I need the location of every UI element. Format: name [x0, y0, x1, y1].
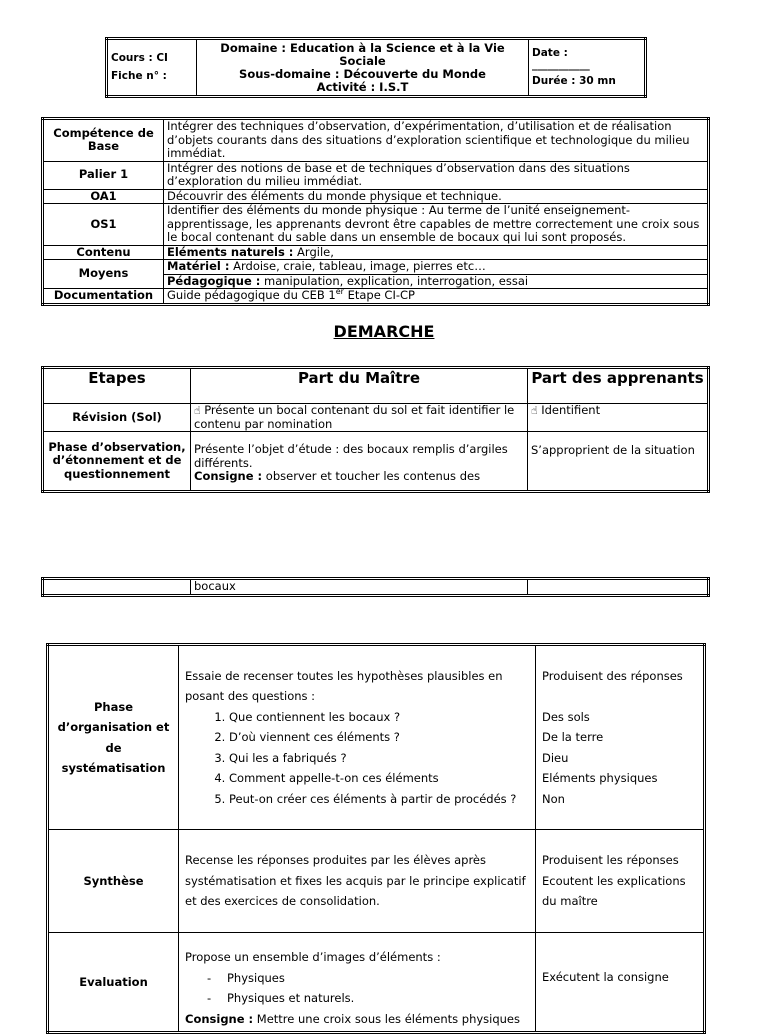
observation-maitre-cell — [191, 432, 528, 492]
table-row — [43, 260, 709, 275]
steps-table — [41, 366, 710, 493]
organisation-intro: Essaie de recenser toutes les hypothèses plausibles en posant des questions : — [185, 668, 503, 704]
documentation-cell — [164, 289, 709, 305]
organisation-maitre-cell — [179, 645, 536, 830]
table-row — [43, 289, 709, 305]
continuation-table — [41, 577, 710, 597]
materiel-bold: Matériel : — [167, 259, 230, 273]
observation-maitre: Présente l’objet d’étude : des bocaux remplis d’argiles différents. — [194, 442, 508, 470]
table-row — [43, 579, 709, 596]
cours-label: Cours : CI — [111, 52, 168, 64]
list-item: De la terre — [542, 730, 604, 744]
os1-text: Identifier des éléments du monde physique : Au terme de l’unité enseignement-apprentissage, les apprenants devront être capables de mettre correctement une croix sous le bocal contenant du sable dans un ensemble de bocaux qui lui sont proposés. — [164, 204, 709, 246]
documentation-text: Guide pédagogique du CEB 1 — [167, 288, 336, 302]
etapes-header: Etapes — [43, 368, 191, 404]
synthese-apprenants-1: Produisent les réponses — [542, 853, 679, 868]
documentation-sup: er — [335, 287, 344, 297]
organisation-questions — [185, 707, 529, 810]
check-box-icon: ☝ — [194, 404, 205, 417]
list-item: Dieu — [542, 750, 569, 765]
table-row — [48, 645, 705, 830]
table-row — [43, 368, 709, 404]
os1-label: OS1 — [43, 204, 164, 246]
synthese-maitre: Recense les réponses produites par les élèves après systématisation et fixes les acquis par le principe explicatif et des exercices de consolidation. — [179, 830, 536, 933]
domaine-text: Domaine : Education à la Science et à la Vie Sociale — [220, 40, 505, 68]
competence-label: Compétence de Base — [43, 119, 164, 162]
maitre-header: Part du Maître — [191, 368, 528, 404]
documentation-text-2: Etape CI-CP — [343, 288, 415, 302]
table-row — [43, 204, 709, 246]
header-date-cell — [529, 39, 646, 97]
check-box-icon: ☝ — [531, 404, 542, 417]
steps-table-2 — [46, 643, 706, 1034]
list-item: 5. Peut-on créer ces éléments à partir de procédés ? — [229, 789, 529, 810]
evaluation-items — [185, 968, 529, 1009]
table-row — [43, 404, 709, 432]
consigne-text: observer et toucher les contenus des — [262, 469, 481, 483]
list-item: - Physiques — [229, 968, 529, 989]
revision-maitre: Présente un bocal contenant du sol et fait identifier le contenu par nomination — [194, 403, 515, 431]
list-item: 1. Que contiennent les bocaux ? — [229, 707, 529, 728]
header-cours-cell — [107, 39, 197, 97]
materiel-text: Ardoise, craie, tableau, image, pierres etc… — [229, 259, 486, 273]
contenu-bold: Eléments naturels : — [167, 244, 294, 259]
competence-table — [41, 117, 710, 306]
list-item: 4. Comment appelle-t-on ces éléments — [229, 768, 529, 789]
activite-text: Activité : I.S.T — [316, 79, 409, 94]
moyens-label: Moyens — [43, 260, 164, 289]
evaluation-maitre-cell — [179, 933, 536, 1033]
organisation-apprenants-cell — [536, 645, 705, 830]
synthese-etape: Synthèse — [48, 830, 179, 933]
oa1-label: OA1 — [43, 189, 164, 204]
continuation-maitre: bocaux — [191, 579, 528, 596]
table-row — [43, 189, 709, 204]
revision-etape: Révision (Sol) — [43, 404, 191, 432]
observation-etape: Phase d’observation, d’étonnement et de questionnement — [43, 432, 191, 492]
list-item: Des sols — [542, 709, 590, 724]
pedagogique-text: manipulation, explication, interrogation, essai — [260, 273, 529, 288]
synthese-apprenants-cell — [536, 830, 705, 933]
revision-apprenants-cell — [528, 404, 709, 432]
list-item: Eléments physiques — [542, 771, 658, 785]
observation-apprenants: S’approprient de la situation — [528, 432, 709, 492]
list-item: 3. Qui les a fabriqués ? — [229, 748, 529, 769]
list-item: 2. D’où viennent ces éléments ? — [229, 727, 529, 748]
revision-apprenants: Identifient — [541, 403, 601, 417]
date-line: ___________ — [532, 58, 590, 71]
pedagogique-cell — [164, 274, 709, 289]
evaluation-intro: Propose un ensemble d’images d’éléments : — [185, 950, 441, 964]
palier-label: Palier 1 — [43, 161, 164, 189]
demarche-title: DEMARCHE — [333, 322, 435, 341]
table-row — [43, 432, 709, 492]
synthese-apprenants-2: Ecoutent les explications du maître — [542, 873, 686, 909]
duree-label: Durée : 30 mn — [532, 74, 616, 87]
consigne-bold: Consigne : — [194, 469, 263, 483]
fiche-label: Fiche n° : — [111, 69, 167, 82]
header-table — [105, 37, 647, 98]
continuation-etape — [43, 579, 191, 596]
competence-text: Intégrer des techniques d’observation, d’expérimentation, d’utilisation et de réalisation d’objets courants dans des situations d’exploration scientifique et technologique du milieu immédiat. — [164, 119, 709, 162]
evaluation-consigne — [185, 1009, 529, 1030]
observation-consigne — [194, 470, 524, 484]
organisation-apprenants-intro: Produisent des réponses — [542, 669, 683, 683]
table-row — [43, 119, 709, 162]
oa1-text: Découvrir des éléments du monde physique et technique. — [164, 189, 709, 204]
apprenants-header: Part des apprenants — [528, 368, 709, 404]
header-domaine-cell — [197, 39, 529, 97]
table-row — [48, 830, 705, 933]
sous-domaine-text: Sous-domaine : Découverte du Monde — [239, 66, 486, 81]
organisation-etape: Phase d’organisation et de systématisation — [48, 645, 179, 830]
documentation-label: Documentation — [43, 289, 164, 305]
continuation-apprenants — [528, 579, 709, 596]
materiel-cell — [164, 260, 709, 275]
revision-maitre-cell — [191, 404, 528, 432]
contenu-text: Argile, — [293, 244, 334, 259]
table-row — [43, 245, 709, 260]
evaluation-etape: Evaluation — [48, 933, 179, 1033]
palier-text: Intégrer des notions de base et de techniques d’observation dans des situations d’exploration du milieu immédiat. — [164, 161, 709, 189]
table-row — [48, 933, 705, 1033]
list-item: Non — [542, 791, 565, 806]
list-item: - Physiques et naturels. — [229, 988, 529, 1009]
evaluation-consigne-bold: Consigne : — [185, 1011, 254, 1026]
evaluation-apprenants: Exécutent la consigne — [536, 933, 705, 1033]
date-label: Date : — [532, 47, 568, 59]
table-row — [43, 161, 709, 189]
pedagogique-bold: Pédagogique : — [167, 273, 261, 288]
evaluation-consigne-text: Mettre une croix sous les éléments physiques — [253, 1011, 520, 1026]
contenu-label: Contenu — [43, 245, 164, 260]
contenu-cell — [164, 245, 709, 260]
